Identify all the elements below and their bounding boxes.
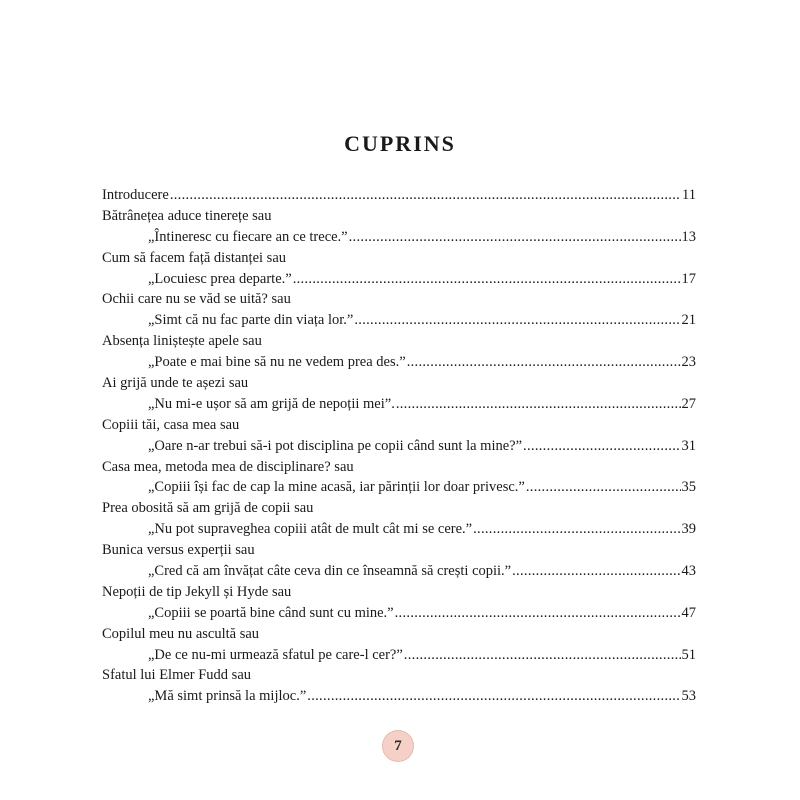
toc-entry[interactable] <box>102 310 696 331</box>
toc-entry[interactable] <box>102 561 696 582</box>
toc-entry-title-line[interactable] <box>102 331 696 352</box>
dot-leader <box>170 185 681 206</box>
toc-entry-title-line[interactable] <box>102 289 696 310</box>
dot-leader <box>526 477 681 498</box>
toc-entry-title: Sfatul lui Elmer Fudd sau <box>102 667 252 684</box>
toc-entry-page: 17 <box>681 270 696 287</box>
toc-entry-page: 47 <box>681 604 696 621</box>
toc-entry[interactable] <box>102 394 696 415</box>
toc-entry[interactable] <box>102 352 696 373</box>
table-of-contents <box>102 185 696 707</box>
toc-entry[interactable] <box>102 519 696 540</box>
page-title: CUPRINS <box>344 131 456 156</box>
toc-entry-subtitle: „Întineresc cu fiecare an ce trece.” <box>148 228 348 245</box>
dot-leader <box>293 269 681 290</box>
toc-entry-page: 21 <box>681 312 696 329</box>
toc-entry-title-line[interactable] <box>102 248 696 269</box>
toc-entry-title-line[interactable] <box>102 373 696 394</box>
toc-entry-page: 11 <box>682 187 696 203</box>
dot-leader <box>354 310 680 331</box>
toc-entry-title: Cum să facem față distanței sau <box>102 249 287 266</box>
toc-entry-title: Nepoții de tip Jekyll și Hyde sau <box>102 583 292 600</box>
toc-entry-title: Copiii tăi, casa mea sau <box>102 416 240 433</box>
toc-entry[interactable] <box>102 603 696 624</box>
toc-entry-subtitle: „De ce nu-mi urmează sfatul pe care-l cer?” <box>148 646 403 663</box>
toc-entry[interactable] <box>102 227 696 248</box>
toc-entry[interactable] <box>102 477 696 498</box>
toc-entry-title: Ai grijă unde te așezi sau <box>102 375 249 392</box>
toc-entry-title-line[interactable] <box>102 624 696 645</box>
toc-entry-page: 51 <box>681 646 696 663</box>
toc-entry-subtitle: „Cred că am învățat câte ceva din ce înseamnă să crești copii.” <box>148 563 512 580</box>
dot-leader <box>396 394 681 415</box>
dot-leader <box>395 603 681 624</box>
toc-entry[interactable] <box>102 686 696 707</box>
toc-entry-title: Bătrânețea aduce tinerețe sau <box>102 207 272 224</box>
toc-entry[interactable] <box>102 185 696 206</box>
toc-entry-title-line[interactable] <box>102 206 696 227</box>
toc-entry-title-line[interactable] <box>102 498 696 519</box>
toc-entry[interactable] <box>102 645 696 666</box>
toc-entry[interactable] <box>102 269 696 290</box>
toc-entry-subtitle: „Oare n-ar trebui să-i pot disciplina pe copii când sunt la mine?” <box>148 437 523 454</box>
toc-entry-title: Absența liniștește apele sau <box>102 333 262 350</box>
toc-entry-title: Introducere <box>102 187 169 203</box>
toc-entry-page: 53 <box>681 688 696 705</box>
toc-entry-title: Copilul meu nu ascultă sau <box>102 625 260 642</box>
toc-entry-page: 23 <box>681 354 696 371</box>
toc-entry-page: 13 <box>681 228 696 245</box>
toc-entry-subtitle: „Simt că nu fac parte din viața lor.” <box>148 312 354 329</box>
toc-entry[interactable] <box>102 436 696 457</box>
toc-entry-subtitle: „Copiii se poartă bine când sunt cu mine.” <box>148 604 394 621</box>
toc-entry-page: 35 <box>681 479 696 496</box>
toc-entry-title: Bunica versus experții sau <box>102 542 255 559</box>
dot-leader <box>473 519 680 540</box>
dot-leader <box>404 645 681 666</box>
dot-leader <box>407 352 681 373</box>
toc-entry-subtitle: „Nu pot supraveghea copiii atât de mult cât mi se cere.” <box>148 521 473 538</box>
dot-leader <box>307 686 680 707</box>
toc-entry-subtitle: „Poate e mai bine să nu ne vedem prea des.” <box>148 354 406 371</box>
dot-leader <box>512 561 680 582</box>
toc-entry-title-line[interactable] <box>102 582 696 603</box>
toc-entry-subtitle: „Mă simt prinsă la mijloc.” <box>148 688 307 705</box>
toc-entry-subtitle: „Nu mi-e ușor să am grijă de nepoții mei”. <box>148 395 395 412</box>
toc-entry-page: 43 <box>681 563 696 580</box>
toc-entry-page: 31 <box>681 437 696 454</box>
page-number: 7 <box>394 737 402 754</box>
toc-entry-subtitle: „Copiii își fac de cap la mine acasă, iar părinții lor doar privesc.” <box>148 479 525 496</box>
dot-leader <box>349 227 681 248</box>
toc-entry-title-line[interactable] <box>102 665 696 686</box>
toc-entry-title: Ochii care nu se văd se uită? sau <box>102 291 291 308</box>
toc-entry-page: 39 <box>681 521 696 538</box>
toc-entry-title-line[interactable] <box>102 457 696 478</box>
toc-entry-title: Prea obosită să am grijă de copii sau <box>102 500 314 517</box>
toc-entry-title-line[interactable] <box>102 415 696 436</box>
toc-entry-subtitle: „Locuiesc prea departe.” <box>148 270 292 287</box>
page-number-badge <box>382 730 414 762</box>
dot-leader <box>523 436 680 457</box>
toc-entry-title: Casa mea, metoda mea de disciplinare? sau <box>102 458 354 475</box>
toc-entry-page: 27 <box>681 395 696 412</box>
toc-entry-title-line[interactable] <box>102 540 696 561</box>
